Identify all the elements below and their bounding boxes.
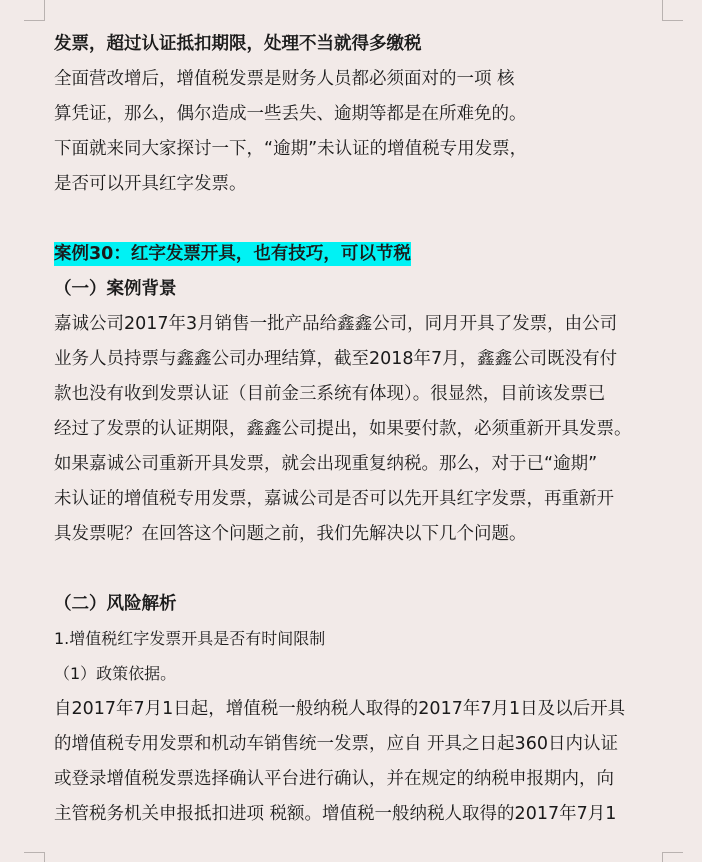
intro-line: 是否可以开具红字发票。	[54, 174, 247, 194]
section2-subheading: 1.增值税红字发票开具是否有时间限制	[54, 629, 326, 648]
section1-line: 款也没有收到发票认证（目前金三系统有体现）。很显然，目前该发票已	[54, 384, 606, 404]
section1-line: 如果嘉诚公司重新开具发票，就会出现重复纳税。那么，对于已“逾期”	[54, 454, 598, 474]
section1-line: 业务人员持票与鑫鑫公司办理结算，截至2018年7月，鑫鑫公司既没有付	[54, 349, 618, 369]
crop-mark-top-right	[662, 0, 683, 21]
intro-line: 全面营改增后，增值税发票是财务人员都必须面对的一项 核	[54, 69, 515, 89]
section2-line: 的增值税专用发票和机动车销售统一发票，应自 开具之日起360日内认证	[54, 734, 618, 754]
section1-line: 具发票呢？在回答这个问题之前，我们先解决以下几个问题。	[54, 524, 527, 544]
section2-subheading: （1）政策依据。	[54, 664, 177, 683]
section2-heading: （二）风险解析	[54, 594, 177, 614]
section1-line: 未认证的增值税专用发票，嘉诚公司是否可以先开具红字发票，再重新开	[54, 489, 614, 509]
section2-line: 或登录增值税发票选择确认平台进行确认，并在规定的纳税申报期内，向	[54, 769, 614, 789]
section1-heading: （一）案例背景	[54, 279, 177, 299]
document-title: 发票，超过认证抵扣期限，处理不当就得多缴税	[54, 34, 422, 54]
case-title-highlight: 案例30：红字发票开具，也有技巧，可以节税	[54, 244, 411, 264]
intro-line: 下面就来同大家探讨一下，“逾期”未认证的增值税专用发票，	[54, 139, 528, 159]
case-title	[54, 242, 411, 266]
section2-line: 自2017年7月1日起，增值税一般纳税人取得的2017年7月1日及以后开具	[54, 699, 626, 719]
section1-line: 嘉诚公司2017年3月销售一批产品给鑫鑫公司，同月开具了发票，由公司	[54, 314, 618, 334]
section1-line: 经过了发票的认证期限，鑫鑫公司提出，如果要付款，必须重新开具发票。	[54, 419, 632, 439]
crop-mark-top-left	[24, 0, 45, 21]
section2-line: 主管税务机关申报抵扣进项 税额。增值税一般纳税人取得的2017年7月1	[54, 804, 617, 824]
intro-line: 算凭证，那么，偶尔造成一些丢失、逾期等都是在所难免的。	[54, 104, 527, 124]
